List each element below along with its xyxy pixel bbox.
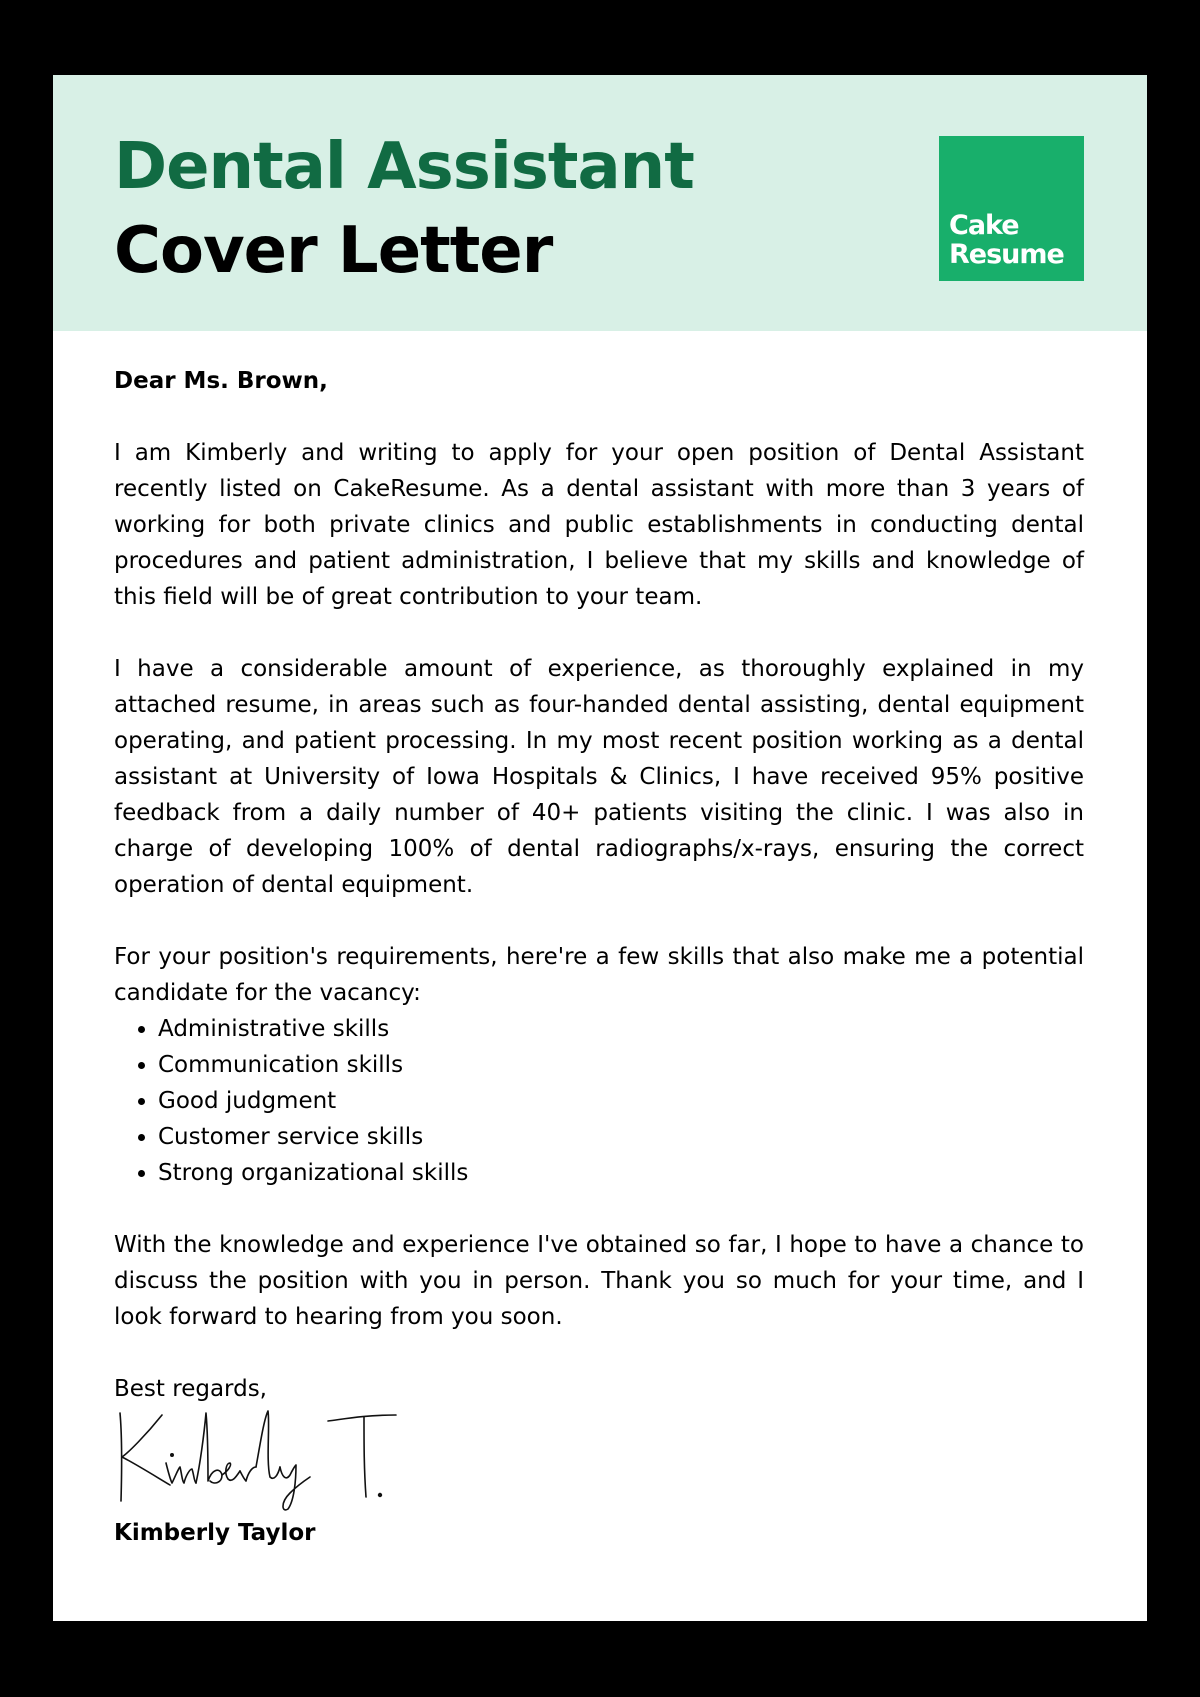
title-line-1: Dental Assistant xyxy=(114,130,694,204)
skill-item: • Strong organizational skills xyxy=(158,1155,1084,1191)
cakeresume-logo xyxy=(939,136,1084,281)
handwritten-signature xyxy=(114,1405,414,1515)
page-title xyxy=(114,125,694,293)
skill-item: • Good judgment xyxy=(158,1083,1084,1119)
header-banner xyxy=(53,75,1147,331)
cover-letter-page xyxy=(53,75,1147,1621)
paragraph-intro: I am Kimberly and writing to apply for your open position of Dental Assistant recently listed on CakeResume. As a dental assistant with more than 3 years of working for both private clinics and public establishments in conducting dental procedures and patient administration, I believe that my skills and knowledge of this field will be of great contribution to your team. xyxy=(114,440,1084,610)
title-line-2: Cover Letter xyxy=(114,214,553,288)
closing-phrase: Best regards, xyxy=(114,1376,267,1402)
signer-name: Kimberly Taylor xyxy=(114,1520,316,1546)
skill-item: • Administrative skills xyxy=(158,1011,1084,1047)
salutation: Dear Ms. Brown, xyxy=(114,368,328,394)
paragraph-skills-intro: For your position's requirements, here're a few skills that also make me a potential candidate for the vacancy: xyxy=(114,944,1084,1006)
paragraph-experience: I have a considerable amount of experience, as thoroughly explained in my attached resume, in areas such as four-handed dental assisting, dental equipment operating, and patient processing. In my most recent position working as a dental assistant at University of Iowa Hospitals & Clinics, I have received 95% positive feedback from a daily number of 40+ patients visiting the clinic. I was also in charge of developing 100% of dental radiographs/x-rays, ensuring the correct operation of dental equipment. xyxy=(114,656,1084,898)
paragraph-closing: With the knowledge and experience I've obtained so far, I hope to have a chance to discuss the position with you in person. Thank you so much for your time, and I look forward to hearing from you soon. xyxy=(114,1232,1084,1330)
skills-list xyxy=(114,1011,1084,1191)
letter-body xyxy=(114,363,1084,1407)
logo-text-line-2: Resume xyxy=(949,239,1064,270)
skill-item: • Customer service skills xyxy=(158,1119,1084,1155)
logo-text-line-1: Cake xyxy=(949,210,1019,241)
skill-item: • Communication skills xyxy=(158,1047,1084,1083)
